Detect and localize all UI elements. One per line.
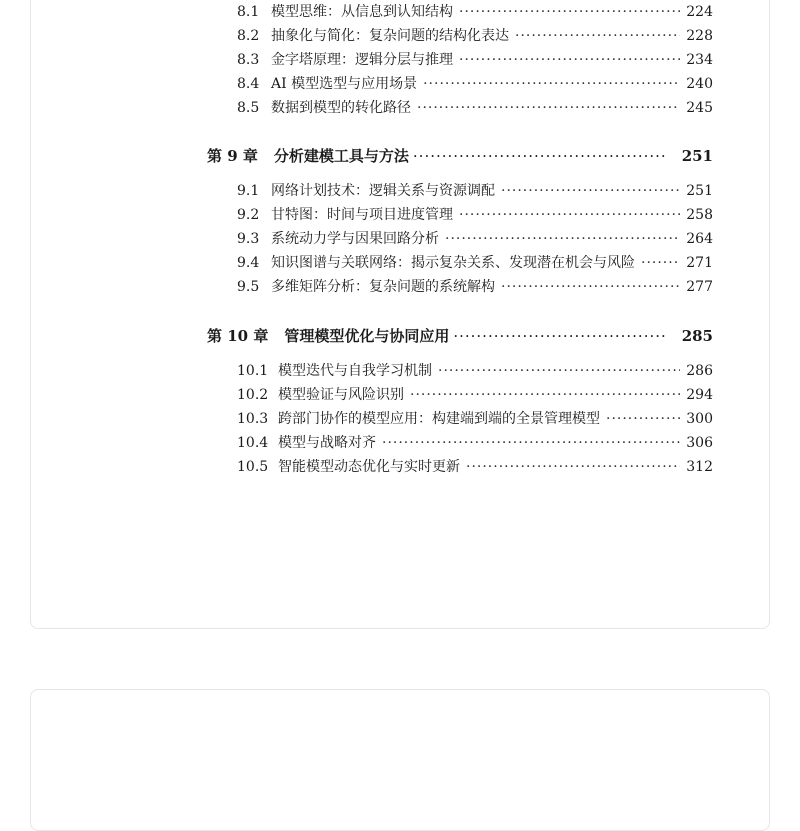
section-title: 智能模型动态优化与实时更新 (278, 459, 460, 475)
section-title: 模型思维：从信息到认知结构 (271, 4, 453, 20)
toc-entry-9-4[interactable] (237, 253, 713, 273)
toc-entry-8-3[interactable] (237, 50, 713, 70)
leader-dots (417, 98, 680, 118)
toc-entry-8-1[interactable] (237, 2, 713, 22)
next-page-card (30, 689, 770, 831)
page-number: 294 (686, 387, 713, 403)
leader-dots (453, 325, 667, 347)
section-number: 10.4 (237, 435, 269, 451)
leader-dots (438, 361, 680, 381)
page-number: 286 (686, 363, 713, 379)
section-number: 9.2 (237, 207, 260, 223)
page-number: 224 (686, 4, 713, 20)
section-title: 网络计划技术：逻辑关系与资源调配 (271, 183, 495, 199)
section-number: 10.1 (237, 363, 269, 379)
page-number: 264 (686, 231, 713, 247)
leader-dots (515, 26, 680, 46)
page-number: 251 (686, 183, 713, 199)
chapter-title: 分析建模工具与方法 (273, 147, 409, 165)
page-number: 306 (686, 435, 713, 451)
leader-dots (459, 2, 680, 22)
leader-dots (501, 181, 680, 201)
page-number: 240 (686, 76, 713, 92)
chapter-number: 第 9 章 (207, 147, 258, 165)
section-title: 模型迭代与自我学习机制 (278, 363, 432, 379)
section-number: 10.2 (237, 387, 269, 403)
leader-dots (466, 457, 680, 477)
page-number: 228 (686, 28, 713, 44)
toc-entry-10-3[interactable] (237, 409, 713, 429)
section-title: 模型验证与风险识别 (278, 387, 404, 403)
section-number: 8.3 (237, 52, 260, 68)
page-number: 258 (686, 207, 713, 223)
section-title: 金字塔原理：逻辑分层与推理 (271, 52, 453, 68)
toc-entry-8-5[interactable] (237, 98, 713, 118)
section-title: 知识图谱与关联网络：揭示复杂关系、发现潜在机会与风险 (271, 255, 635, 271)
toc-entry-9-1[interactable] (237, 181, 713, 201)
section-number: 8.1 (237, 4, 260, 20)
toc-entry-10-1[interactable] (237, 361, 713, 381)
leader-dots (445, 229, 680, 249)
toc-entry-8-4[interactable] (237, 74, 713, 94)
page-number: 234 (686, 52, 713, 68)
page-number: 285 (681, 327, 713, 345)
toc-entry-8-2[interactable] (237, 26, 713, 46)
toc-entry-9-2[interactable] (237, 205, 713, 225)
section-title: 数据到模型的转化路径 (271, 100, 411, 116)
section-number: 8.2 (237, 28, 260, 44)
section-number: 10.3 (237, 411, 269, 427)
leader-dots (606, 409, 680, 429)
leader-dots (459, 205, 680, 225)
toc-entry-10-5[interactable] (237, 457, 713, 477)
section-title: 模型与战略对齐 (278, 435, 376, 451)
section-number: 9.5 (237, 279, 260, 295)
section-title: AI 模型选型与应用场景 (271, 76, 418, 92)
section-number: 9.1 (237, 183, 260, 199)
leader-dots (459, 50, 680, 70)
page-number: 300 (686, 411, 713, 427)
leader-dots (410, 385, 680, 405)
section-title: 多维矩阵分析：复杂问题的系统解构 (271, 279, 495, 295)
page-number: 251 (681, 147, 713, 165)
section-title: 跨部门协作的模型应用：构建端到端的全景管理模型 (278, 411, 600, 427)
toc-page-card (30, 0, 770, 629)
chapter-number: 第 10 章 (207, 327, 269, 345)
section-title: 抽象化与简化：复杂问题的结构化表达 (271, 28, 509, 44)
toc-entry-9-3[interactable] (237, 229, 713, 249)
toc-entry-10-4[interactable] (237, 433, 713, 453)
section-number: 8.4 (237, 76, 260, 92)
leader-dots (423, 74, 680, 94)
chapter-9-heading[interactable] (207, 145, 713, 167)
chapter-title: 管理模型优化与协同应用 (284, 327, 450, 345)
toc-entry-10-2[interactable] (237, 385, 713, 405)
toc-entry-9-5[interactable] (237, 277, 713, 297)
section-number: 8.5 (237, 100, 260, 116)
chapter-10-heading[interactable] (207, 325, 713, 347)
section-number: 9.3 (237, 231, 260, 247)
page-number: 277 (686, 279, 713, 295)
page-number: 245 (686, 100, 713, 116)
section-number: 10.5 (237, 459, 269, 475)
leader-dots (501, 277, 680, 297)
leader-dots (413, 145, 668, 167)
leader-dots (641, 253, 680, 273)
page-number: 271 (686, 255, 713, 271)
section-number: 9.4 (237, 255, 260, 271)
page-number: 312 (686, 459, 713, 475)
section-title: 系统动力学与因果回路分析 (271, 231, 439, 247)
leader-dots (382, 433, 680, 453)
section-title: 甘特图：时间与项目进度管理 (271, 207, 453, 223)
